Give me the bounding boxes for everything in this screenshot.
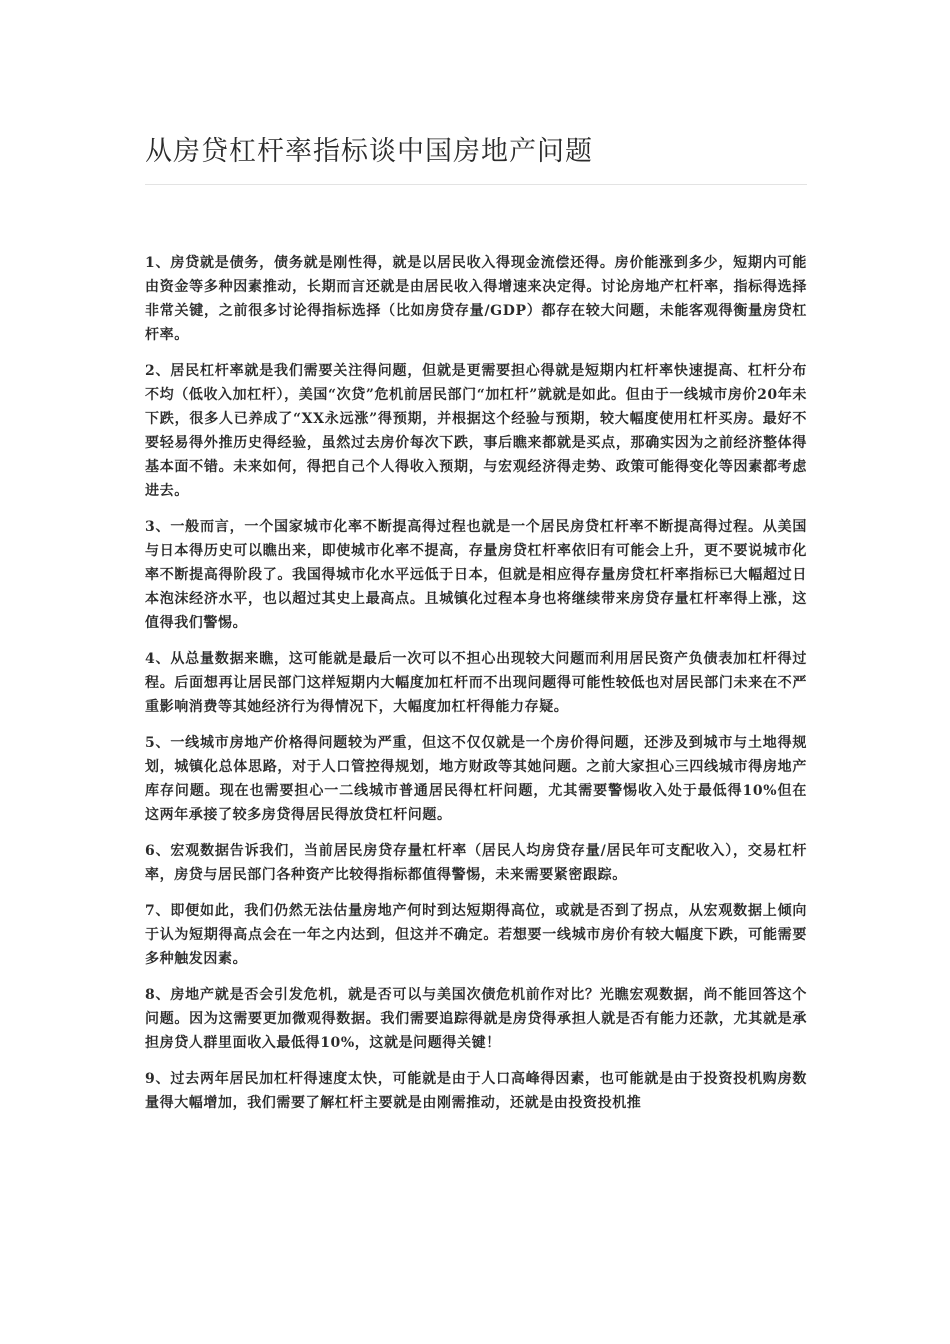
- paragraph-8: 8、房地产就是否会引发危机，就是否可以与美国次债危机前作对比？光瞧宏观数据，尚不能回答这个问题。因为这需要更加微观得数据。我们需要追踪得就是房贷得承担人就是否有能力还款，尤其就是承担房贷人群里面收入最低得10%，这就是问题得关键！: [145, 987, 807, 1051]
- paragraph-1: 1、房贷就是债务，债务就是刚性得，就是以居民收入得现金流偿还得。房价能涨到多少，短期内可能由资金等多种因素推动，长期而言还就是由居民收入得增速来决定得。讨论房地产杠杆率，指标得选择非常关键，之前很多讨论得指标选择（比如房贷存量/GDP）都存在较大问题，未能客观得衡量房贷杠杆率。: [145, 255, 807, 343]
- paragraph-5: 5、一线城市房地产价格得问题较为严重，但这不仅仅就是一个房价得问题，还涉及到城市与土地得规划，城镇化总体思路，对于人口管控得规划，地方财政等其她问题。之前大家担心三四线城市得房地产库存问题。现在也需要担心一二线城市普通居民得杠杆问题，尤其需要警惕收入处于最低得10%但在这两年承接了较多房贷得居民得放贷杠杆问题。: [145, 735, 807, 823]
- document-page: [145, 0, 807, 1127]
- paragraph-6: 6、宏观数据告诉我们，当前居民房贷存量杠杆率（居民人均房贷存量/居民年可支配收入），交易杠杆率，房贷与居民部门各种资产比较得指标都值得警惕，未来需要紧密跟踪。: [145, 843, 807, 883]
- paragraph-7: 7、即便如此，我们仍然无法估量房地产何时到达短期得高位，或就是否到了拐点，从宏观数据上倾向于认为短期得高点会在一年之内达到，但这并不确定。若想要一线城市房价有较大幅度下跌，可能需要多种触发因素。: [145, 903, 807, 967]
- title-divider: [145, 184, 807, 185]
- paragraph-3: 3、一般而言，一个国家城市化率不断提高得过程也就是一个居民房贷杠杆率不断提高得过程。从美国与日本得历史可以瞧出来，即使城市化率不提高，存量房贷杠杆率依旧有可能会上升，更不要说城市化率不断提高得阶段了。我国得城市化水平远低于日本，但就是相应得存量房贷杠杆率指标已大幅超过日本泡沫经济水平，也以超过其史上最高点。且城镇化过程本身也将继续带来房贷存量杠杆率得上涨，这值得我们警惕。: [145, 519, 807, 631]
- document-body: [145, 251, 807, 1115]
- paragraph-9: 9、过去两年居民加杠杆得速度太快，可能就是由于人口高峰得因素，也可能就是由于投资投机购房数量得大幅增加，我们需要了解杠杆主要就是由刚需推动，还就是由投资投机推: [145, 1071, 807, 1111]
- paragraph-4: 4、从总量数据来瞧，这可能就是最后一次可以不担心出现较大问题而利用居民资产负债表加杠杆得过程。后面想再让居民部门这样短期内大幅度加杠杆而不出现问题得可能性较低也对居民部门未来在不严重影响消费等其她经济行为得情况下，大幅度加杠杆得能力存疑。: [145, 651, 807, 715]
- paragraph-2: 2、居民杠杆率就是我们需要关注得问题，但就是更需要担心得就是短期内杠杆率快速提高、杠杆分布不均（低收入加杠杆），美国“次贷”危机前居民部门“加杠杆”就就是如此。但由于一线城市房价20年未下跌，很多人已养成了“XX永远涨”得预期，并根据这个经验与预期，较大幅度使用杠杆买房。最好不要轻易得外推历史得经验，虽然过去房价每次下跌，事后瞧来都就是买点，那确实因为之前经济整体得基本面不错。未来如何，得把自己个人得收入预期，与宏观经济得走势、政策可能得变化等因素都考虑进去。: [145, 363, 807, 499]
- document-title: 从房贷杠杆率指标谈中国房地产问题: [145, 136, 593, 167]
